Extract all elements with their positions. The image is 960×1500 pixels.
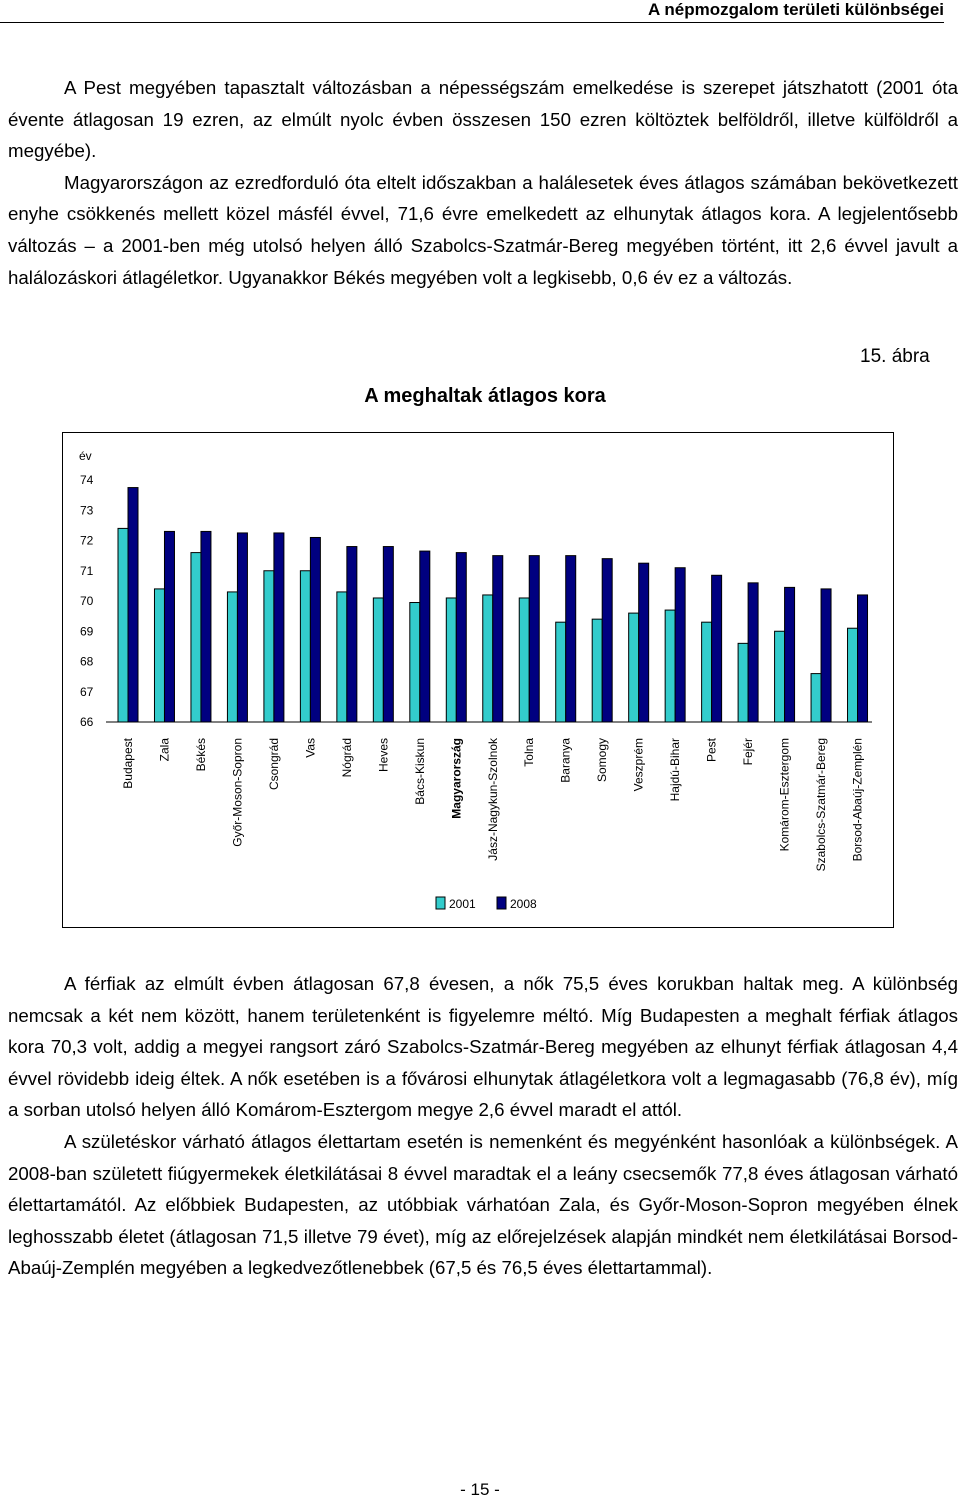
bar-2001 bbox=[629, 613, 639, 722]
x-tick-label: Jász-Nagykun-Szolnok bbox=[485, 738, 500, 861]
x-tick-label: Szabolcs-Szatmár-Bereg bbox=[814, 738, 829, 872]
bar-2001 bbox=[154, 589, 164, 722]
bar-2001 bbox=[592, 619, 602, 722]
chart-title: A meghaltak átlagos kora bbox=[364, 385, 606, 407]
x-tick-label: Baranya bbox=[558, 738, 573, 783]
bar-2001 bbox=[702, 622, 712, 722]
bar-2008 bbox=[493, 556, 503, 722]
bar-2001 bbox=[300, 571, 310, 722]
y-tick-label: 67 bbox=[80, 684, 94, 699]
bar-2008 bbox=[529, 556, 539, 722]
bar-2001 bbox=[227, 592, 237, 722]
y-tick-label: 66 bbox=[80, 715, 94, 729]
bar-2008 bbox=[420, 551, 430, 722]
bar-2008 bbox=[164, 531, 174, 722]
bar-2001 bbox=[373, 598, 383, 722]
bar-2001 bbox=[775, 631, 785, 722]
y-tick-label: 71 bbox=[80, 563, 94, 578]
intro-paragraph-2: Magyarországon az ezredforduló óta eltelt időszakban a halálesetek éves átlagos számában bekövetkezett enyhe csökkenés mellett közel másfél évvel, 71,6 évre emelkedett az elhunytak átlagos kora. A legjelentősebb változás – a 2001-ben még utolsó helyen álló Szabolcs-Szatmár-Bereg megyében történt, itt 2,6 évvel javult a halálozáskori átlagéletkor. Ugyanakkor Békés megyében volt a legkisebb, 0,6 év ez a változás. bbox=[8, 171, 958, 288]
bar-2008 bbox=[675, 568, 685, 722]
x-tick-label: Bács-Kiskun bbox=[412, 738, 427, 805]
y-tick-label: 73 bbox=[80, 503, 94, 518]
bar-2008 bbox=[383, 547, 393, 722]
running-header bbox=[0, 0, 944, 23]
bar-2001 bbox=[264, 571, 274, 722]
x-tick-label: Borsod-Abaúj-Zemplén bbox=[850, 738, 865, 862]
bar-2008 bbox=[712, 575, 722, 722]
x-tick-label: Tolna bbox=[522, 738, 537, 767]
body-paragraph-1: A férfiak az elmúlt évben átlagosan 67,8 évesen, a nők 75,5 éves korukban haltak meg. A különbség nemcsak a két nem között, hanem területenként is figyelemre méltó. Míg Budapesten a meghalt férfiak átlagos kora 70,3 volt, addig a megyei rangsort záró Szabolcs-Szatmár-Bereg megyében az elhunyt férfiak átlagosan 4,4 évvel rövidebb ideig éltek. A nők esetében is a fővárosi elhunytak átlagéletkora volt a legmagasabb (76,8 év), míg a sorban utolsó helyen álló Komárom-Esztergom megye 2,6 évvel maradt el attól. bbox=[8, 973, 958, 1121]
running-header-title: A népmozgalom területi különbségei bbox=[648, 0, 944, 19]
y-axis-label: év bbox=[79, 449, 92, 463]
bar-2001 bbox=[483, 595, 493, 722]
legend-swatch-2008 bbox=[497, 897, 506, 909]
bar-2001 bbox=[848, 628, 858, 722]
bar-2001 bbox=[556, 622, 566, 722]
bar-chart bbox=[62, 432, 894, 928]
x-tick-label: Fejér bbox=[741, 738, 756, 766]
bar-2008 bbox=[748, 583, 758, 722]
y-tick-label: 69 bbox=[80, 624, 94, 639]
x-tick-label: Heves bbox=[376, 738, 391, 773]
intro-text bbox=[8, 72, 958, 293]
bar-2001 bbox=[811, 674, 821, 722]
x-tick-label: Hajdú-Bihar bbox=[668, 738, 683, 802]
x-tick-label: Somogy bbox=[595, 738, 610, 783]
figure-number: 15. ábra bbox=[860, 346, 930, 367]
y-tick-label: 74 bbox=[80, 473, 94, 487]
bar-2008 bbox=[274, 533, 284, 722]
x-tick-label: Pest bbox=[704, 738, 719, 763]
intro-paragraph-1: A Pest megyében tapasztalt változásban a népességszám emelkedése is szerepet játszhatott (2001 óta évente átlagosan 19 ezren, az elmúlt nyolc évben összesen 150 ezren költöztek belföldről, illetve külföldről a megyébe). bbox=[8, 77, 958, 162]
bar-2008 bbox=[602, 559, 612, 722]
x-tick-label: Békés bbox=[193, 738, 208, 772]
bar-2001 bbox=[118, 528, 128, 722]
bar-2001 bbox=[519, 598, 529, 722]
legend-label: 2008 bbox=[510, 897, 537, 911]
page-number: - 15 - bbox=[460, 1480, 500, 1499]
x-tick-label: Magyarország bbox=[449, 738, 464, 819]
body-paragraph-2: A születéskor várható átlagos élettartam esetén is nemenként és megyénként hasonlóak a különbségek. A 2008-ban született fiúgyermekek életkilátásai 8 évvel maradtak el a leány csecsemők 77,8 éves átlagosan várható élettartamától. Az előbbiek Budapesten, az utóbbiak várhatóan Zala, és Győr-Moson-Sopron megyében élnek leghosszabb életet (átlagosan 71,5 illetve 79 évet), míg az előrejelzések alapján mindkét nem életkilátásai Borsod-Abaúj-Zemplén megyében a legkedvezőtlenebbek (67,5 és 76,5 éves élettartammal). bbox=[8, 1130, 958, 1279]
bar-2008 bbox=[128, 488, 138, 722]
x-tick-label: Komárom-Esztergom bbox=[777, 738, 792, 852]
bar-2001 bbox=[410, 603, 420, 722]
x-tick-label: Veszprém bbox=[631, 738, 646, 792]
bar-2001 bbox=[665, 610, 675, 722]
bar-2008 bbox=[456, 553, 466, 722]
x-tick-label: Nógrád bbox=[339, 738, 354, 778]
bar-2001 bbox=[191, 553, 201, 722]
bar-2008 bbox=[310, 537, 320, 722]
y-tick-label: 72 bbox=[80, 533, 94, 548]
y-tick-label: 70 bbox=[80, 594, 94, 608]
bar-2001 bbox=[446, 598, 456, 722]
x-tick-label: Zala bbox=[157, 738, 172, 762]
bar-2008 bbox=[566, 556, 576, 722]
x-tick-label: Győr-Moson-Sopron bbox=[230, 738, 245, 847]
bar-2001 bbox=[738, 643, 748, 722]
bar-2008 bbox=[858, 595, 868, 722]
legend-swatch-2001 bbox=[436, 897, 445, 909]
legend-label: 2001 bbox=[449, 897, 476, 911]
bar-2008 bbox=[785, 587, 795, 722]
body-text bbox=[8, 968, 958, 1284]
bar-2008 bbox=[639, 563, 649, 722]
bar-2008 bbox=[237, 533, 247, 722]
bar-2008 bbox=[201, 531, 211, 722]
bar-2008 bbox=[347, 547, 357, 722]
bar-2008 bbox=[821, 589, 831, 722]
x-tick-label: Vas bbox=[303, 738, 318, 758]
bar-2001 bbox=[337, 592, 347, 722]
x-tick-label: Budapest bbox=[121, 738, 135, 789]
y-tick-label: 68 bbox=[80, 654, 94, 669]
x-tick-label: Csongrád bbox=[266, 738, 281, 791]
